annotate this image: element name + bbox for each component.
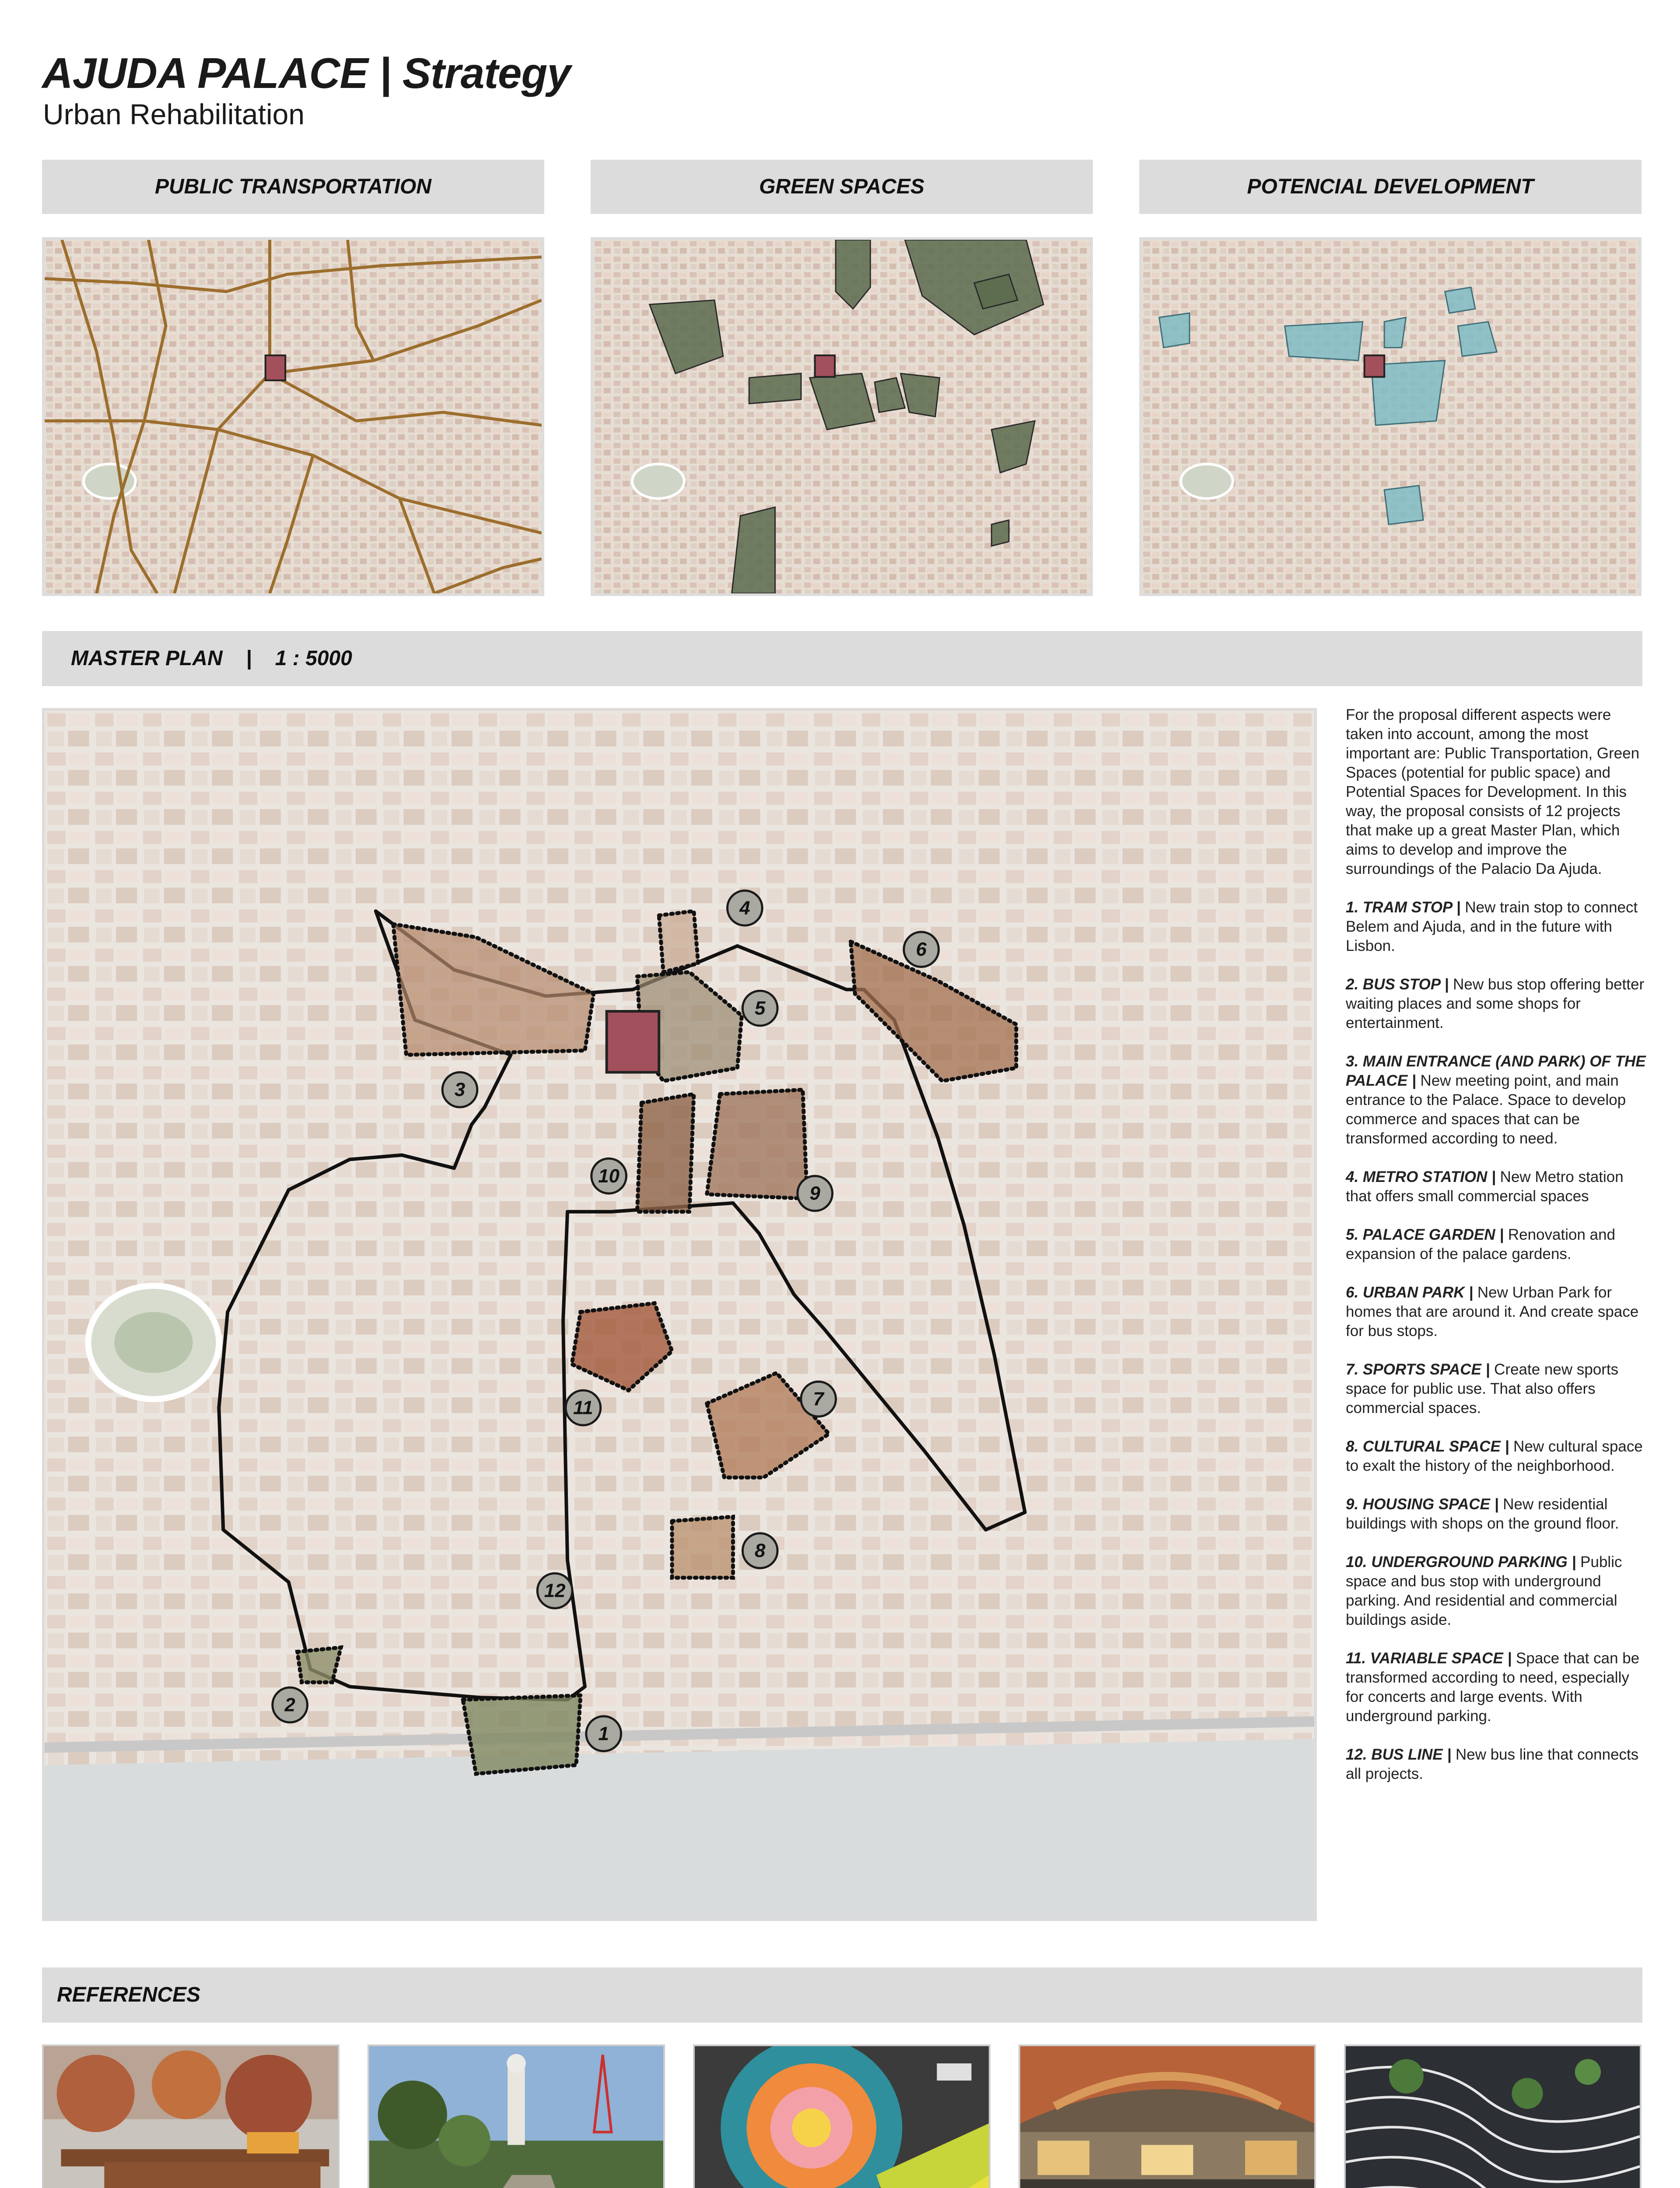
panel-header-transport [42, 160, 544, 214]
page-title: AJUDA PALACE | Strategy [42, 49, 570, 97]
project-title: 8. CULTURAL SPACE | [1346, 1438, 1509, 1455]
project-title: 11. VARIABLE SPACE | [1346, 1650, 1512, 1667]
project-title: 6. URBAN PARK | [1346, 1284, 1474, 1301]
project-item [1346, 1360, 1648, 1418]
marker-1 [586, 1716, 621, 1751]
reference-image-cerro-san-cristobal [368, 2044, 665, 2188]
project-text: New cultural space to exalt the history of the neighborhood. [1346, 1438, 1643, 1474]
marker-11-label: 11 [573, 1397, 593, 1419]
project-description [1346, 705, 1648, 1803]
project-title: 3. MAIN ENTRANCE (AND PARK) OF THE PALACE | [1346, 1053, 1646, 1089]
project-title: 2. BUS STOP | [1346, 976, 1449, 993]
reference-image-rotterdam-market-hall [1018, 2044, 1316, 2188]
reference-image-centro-aberto [42, 2044, 340, 2188]
marker-12 [537, 1573, 572, 1608]
page-subtitle: Urban Rehabilitation [43, 98, 305, 130]
marker-11 [566, 1390, 601, 1425]
project-text: New meeting point, and main entrance to the Palace. Space to develop commerce and spaces that can be transformed according to need. [1346, 1072, 1626, 1147]
project-title: 7. SPORTS SPACE | [1346, 1361, 1490, 1378]
project-text: New Urban Park for homes that are around it. And create space for bus stops. [1346, 1284, 1639, 1339]
project-title: 10. UNDERGROUND PARKING | [1346, 1553, 1576, 1571]
master-plan-map [42, 708, 1317, 1921]
project-text: New bus line that connects all projects. [1346, 1746, 1639, 1782]
intro-paragraph: For the proposal different aspects were taken into account, among the most important are: Public Transportation, Green Spaces (potential for public space) and Potential Spaces for Development. In this way, the proposal consists of 12 projects that make up a great Master Plan, which aims to develop and improve the surroundings of the Palacio Da Ajuda. [1346, 706, 1640, 877]
project-item [1346, 1168, 1648, 1206]
map-green-spaces [591, 237, 1093, 596]
project-item [1346, 1649, 1648, 1726]
project-text: New Metro station that offers small commercial spaces [1346, 1168, 1624, 1205]
project-item [1346, 1052, 1648, 1148]
marker-3 [442, 1072, 477, 1107]
reference-image-panama-camina [693, 2044, 990, 2188]
marker-7-label: 7 [813, 1388, 824, 1410]
project-item [1346, 1495, 1648, 1533]
project-text: Public space and bus stop with underground parking. And residential and commercial buildings aside. [1346, 1553, 1622, 1628]
marker-10 [592, 1159, 626, 1194]
references-header [42, 1967, 1642, 2023]
project-title: 4. METRO STATION | [1346, 1168, 1496, 1185]
marker-10-label: 10 [598, 1165, 620, 1187]
marker-5 [742, 991, 777, 1026]
panel-label: GREEN SPACES [759, 175, 924, 198]
reference-image-superkilen [1344, 2044, 1642, 2188]
project-item [1346, 1745, 1648, 1784]
marker-9 [798, 1176, 833, 1211]
project-title: 12. BUS LINE | [1346, 1746, 1452, 1763]
marker-2 [273, 1687, 308, 1722]
project-item [1346, 975, 1648, 1033]
project-item [1346, 1437, 1648, 1476]
project-title: 9. HOUSING SPACE | [1346, 1496, 1499, 1513]
project-text: Create new sports space for public use. That also offers commercial spaces. [1346, 1361, 1619, 1417]
map-public-transportation [42, 237, 544, 596]
marker-3-label: 3 [454, 1079, 466, 1101]
marker-9-label: 9 [809, 1182, 820, 1204]
marker-6-label: 6 [916, 939, 927, 961]
project-text: New residential buildings with shops on the ground floor. [1346, 1496, 1619, 1532]
project-item [1346, 898, 1648, 956]
project-title: 5. PALACE GARDEN | [1346, 1226, 1504, 1243]
marker-5-label: 5 [755, 997, 766, 1019]
panel-header-development [1139, 160, 1642, 214]
project-text: New train stop to connect Belem and Ajuda, and in the future with Lisbon. [1346, 899, 1638, 954]
marker-8-label: 8 [755, 1540, 766, 1562]
marker-4-label: 4 [739, 897, 750, 919]
panel-label: PUBLIC TRANSPORTATION [155, 175, 431, 198]
panel-label: POTENCIAL DEVELOPMENT [1247, 175, 1534, 198]
project-item [1346, 1225, 1648, 1264]
marker-6 [904, 932, 939, 967]
project-text: Renovation and expansion of the palace gardens. [1346, 1226, 1616, 1262]
master-plan-label: MASTER PLAN | 1 : 5000 [71, 647, 352, 670]
project-text: Space that can be transformed according to need, especially for concerts and large events. With underground parking. [1346, 1650, 1640, 1725]
references-label: REFERENCES [57, 1983, 201, 2006]
panel-header-green [591, 160, 1093, 214]
marker-8 [742, 1533, 777, 1568]
project-item [1346, 1283, 1648, 1341]
project-item [1346, 1553, 1648, 1630]
marker-4 [728, 891, 763, 926]
marker-1-label: 1 [598, 1723, 609, 1745]
marker-2-label: 2 [284, 1694, 295, 1716]
marker-12-label: 12 [544, 1580, 566, 1602]
map-potential-development [1139, 237, 1642, 596]
project-text: New bus stop offering better waiting places and some shops for entertainment. [1346, 976, 1645, 1031]
master-plan-header [42, 631, 1642, 686]
project-title: 1. TRAM STOP | [1346, 899, 1461, 916]
marker-7 [801, 1382, 836, 1417]
